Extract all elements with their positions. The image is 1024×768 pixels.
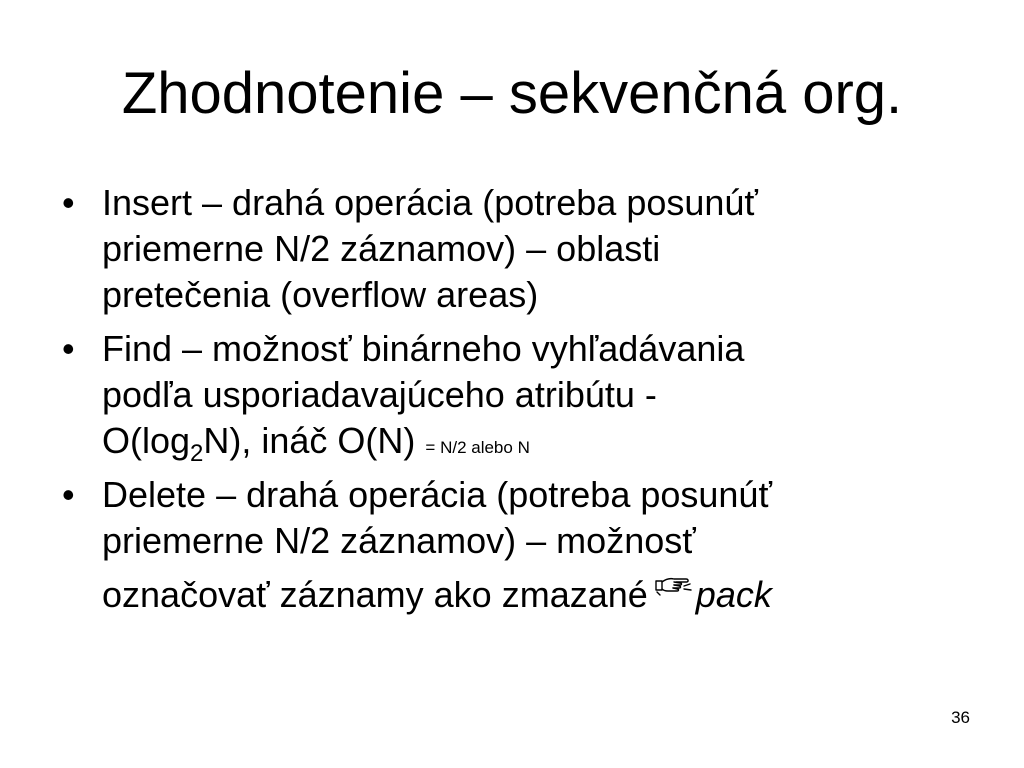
complexity-prefix: O(log xyxy=(102,420,191,461)
bullet-delete xyxy=(62,472,982,618)
complexity-suffix: N), ináč O(N) xyxy=(203,420,416,461)
bullet-marker: • xyxy=(62,182,75,223)
bullet-marker: • xyxy=(62,328,75,369)
complexity-note: = N/2 alebo N xyxy=(425,438,530,457)
bullet-find-line-2: podľa usporiadavajúceho atribútu - xyxy=(102,374,657,415)
bullet-find xyxy=(62,326,982,467)
bullet-insert-line-3: pretečenia (overflow areas) xyxy=(102,274,539,315)
bullet-delete-line-2: priemerne N/2 záznamov) – možnosť xyxy=(102,520,696,561)
log-base-subscript: 2 xyxy=(190,440,204,467)
bullet-insert-line-1: Insert – drahá operácia (potreba posunúť xyxy=(102,182,758,223)
bullet-delete-line-1: Delete – drahá operácia (potreba posunúť xyxy=(102,474,772,515)
pack-word: pack xyxy=(695,574,772,615)
bullet-delete-line-3 xyxy=(102,564,982,618)
bullet-insert xyxy=(62,180,982,318)
bullet-find-line-1: Find – možnosť binárneho vyhľadávania xyxy=(102,328,745,369)
bullet-marker: • xyxy=(62,474,75,515)
delete-mark-text: označovať záznamy ako zmazané xyxy=(102,574,648,615)
bullet-find-line-3 xyxy=(102,418,982,467)
bullet-list xyxy=(62,180,982,626)
pointing-hand-arrow-icon xyxy=(654,564,694,590)
bullet-insert-line-2: priemerne N/2 záznamov) – oblasti xyxy=(102,228,661,269)
slide-title: Zhodnotenie – sekvenčná org. xyxy=(121,61,903,126)
page-number: 36 xyxy=(951,708,970,727)
